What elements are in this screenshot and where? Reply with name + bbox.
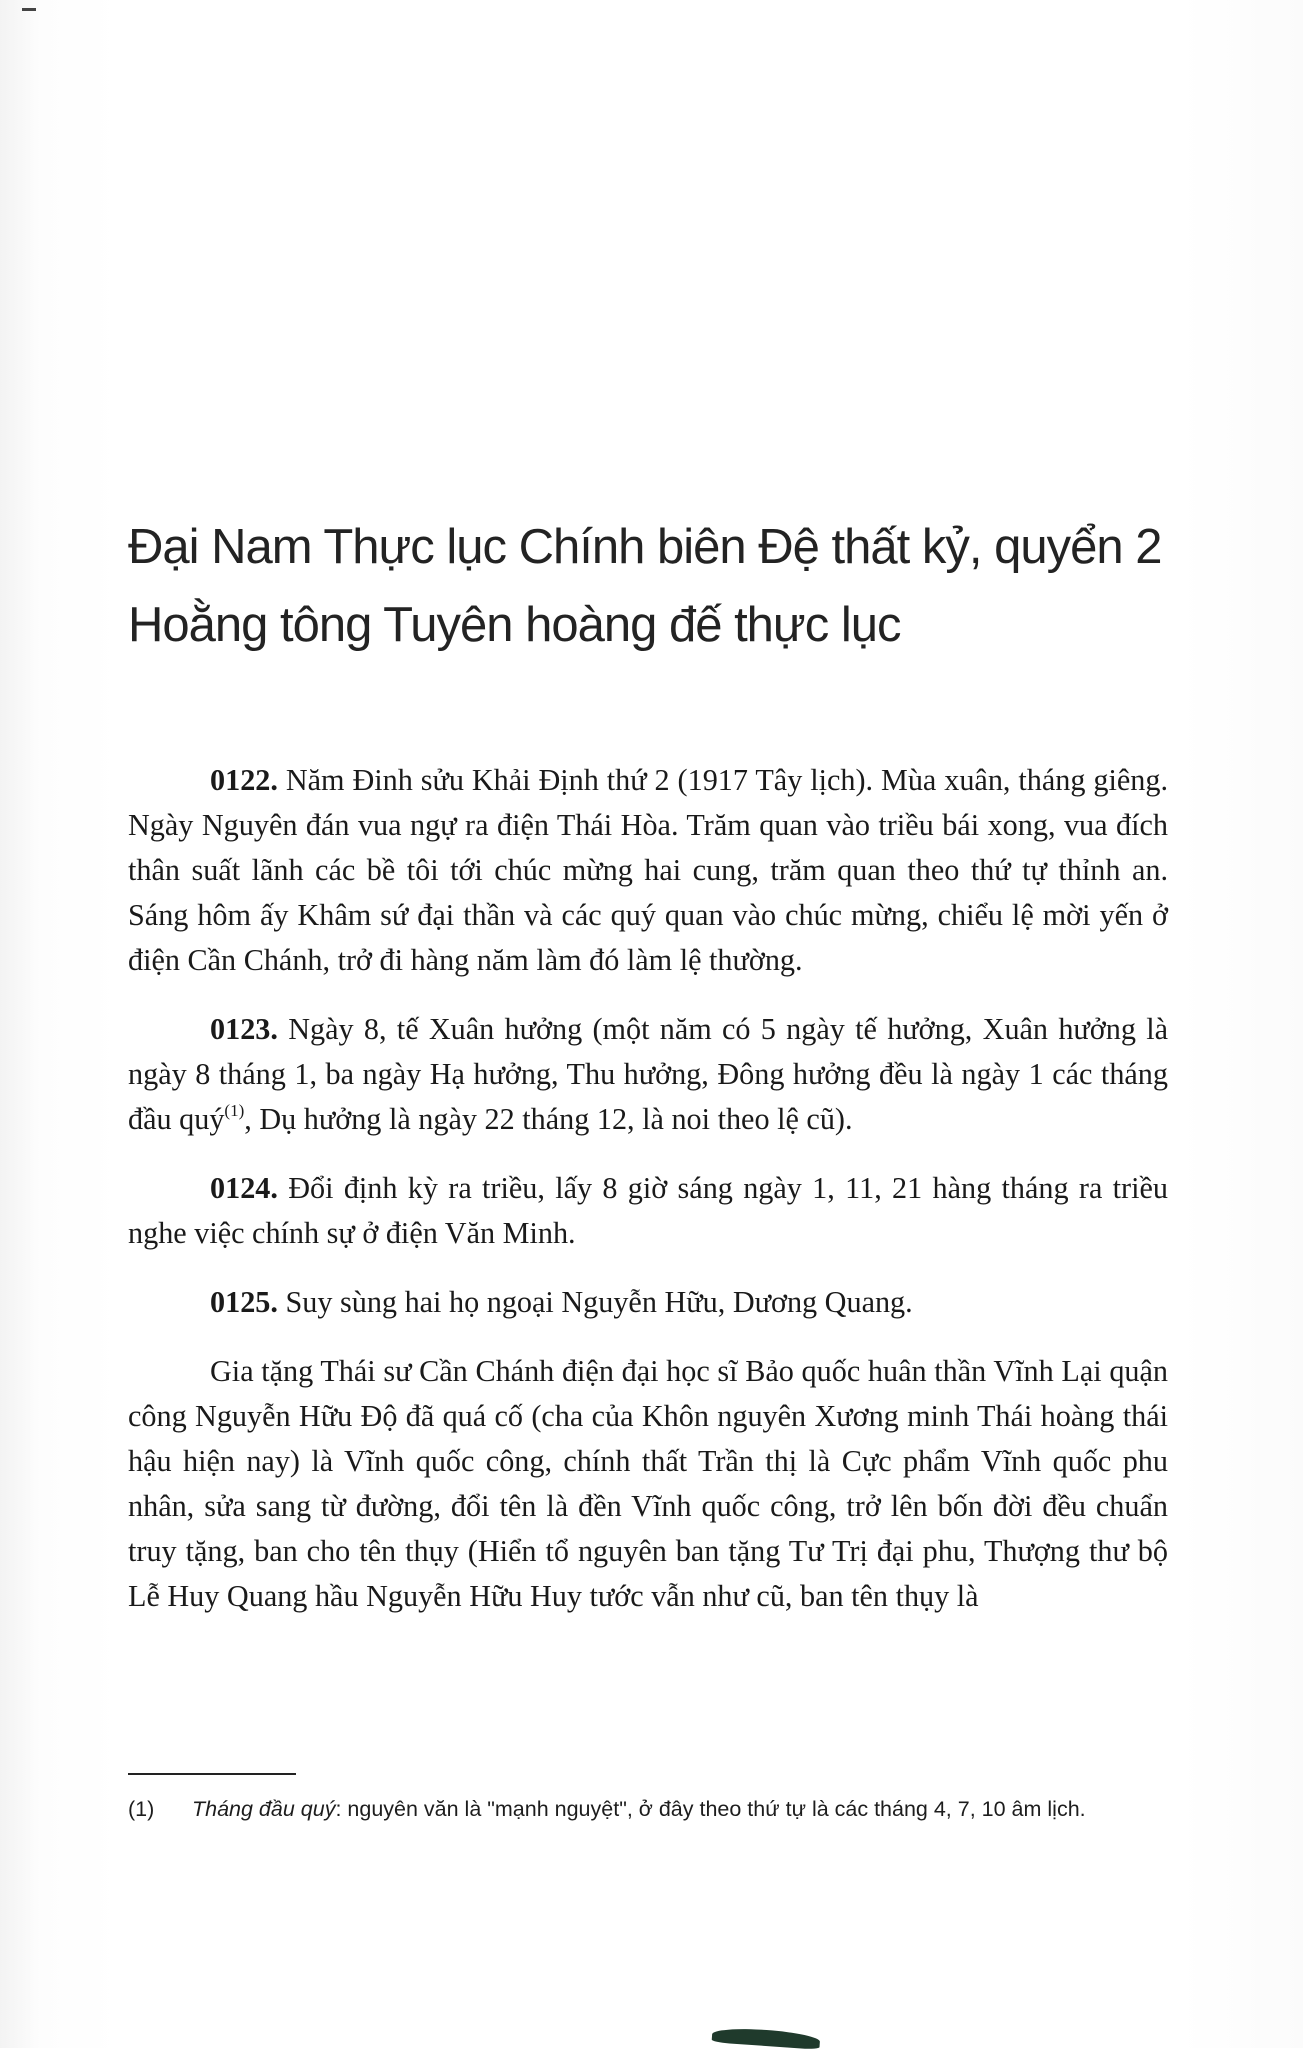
paragraph-0125 [128,1280,1168,1325]
footnote-term: Tháng đầu quý [192,1797,336,1821]
footnote-text: : nguyên văn là "mạnh nguyệt", ở đây theo thứ tự là các tháng 4, 7, 10 âm lịch. [335,1797,1086,1821]
heading-line-2: Hoằng tông Tuyên hoàng đế thực lục [128,598,901,652]
heading-line-1: Đại Nam Thực lục Chính biên Đệ thất kỷ, quyển 2 [128,520,1162,574]
paragraph-number: 0124. [210,1171,278,1205]
paragraph-text: Suy sùng hai họ ngoại Nguyễn Hữu, Dương Quang. [277,1285,913,1319]
paragraph-0124 [128,1166,1168,1256]
chapter-heading [128,508,1188,664]
footnote-marker: (1) [128,1797,155,1821]
scan-mark [22,8,36,11]
footnote-divider [128,1773,296,1775]
paragraph-text: Đổi định kỳ ra triều, lấy 8 giờ sáng ngày 1, 11, 21 hàng tháng ra triều nghe việc chính sự ở điện Văn Minh. [128,1171,1168,1250]
paragraph-text-continued: , Dụ hưởng là ngày 22 tháng 12, là noi theo lệ cũ). [244,1102,853,1136]
paragraph-text: Năm Đinh sửu Khải Định thứ 2 (1917 Tây lịch). Mùa xuân, tháng giêng. Ngày Nguyên đán vua ngự ra điện Thái Hòa. Trăm quan vào triều bái xong, vua đích thân suất lãnh các bề tôi tới chúc mừng hai cung, trăm quan theo thứ tự thỉnh an. Sáng hôm ấy Khâm sứ đại thần và các quý quan vào chúc mừng, chiểu lệ mời yến ở điện Cần Chánh, trở đi hàng năm làm đó làm lệ thường. [128,763,1168,977]
paragraph-text: Ngày 8, tế Xuân hưởng (một năm có 5 ngày tế hưởng, Xuân hưởng là ngày 8 tháng 1, ba ngày Hạ hưởng, Thu hưởng, Đông hưởng đều là ngày 1 các tháng đầu quý [128,1012,1168,1136]
footnote-body [192,1792,1168,1826]
paragraph-number: 0123. [210,1012,278,1046]
paragraph-text: Gia tặng Thái sư Cần Chánh điện đại học sĩ Bảo quốc huân thần Vĩnh Lại quận công Nguyễn Hữu Độ đã quá cố (cha của Khôn nguyên Xương minh Thái hoàng thái hậu hiện nay) là Vĩnh quốc công, chính thất Trần thị là Cực phẩm Vĩnh quốc phu nhân, sửa sang từ đường, đổi tên là đền Vĩnh quốc công, trở lên bốn đời đều chuẩn truy tặng, ban cho tên thụy (Hiển tổ nguyên ban tặng Tư Trị đại phu, Thượng thư bộ Lễ Huy Quang hầu Nguyễn Hữu Huy tước vẫn như cũ, ban tên thụy là [128,1354,1168,1613]
paragraph-number: 0125. [210,1285,278,1319]
footnote-reference[interactable]: (1) [224,1101,245,1120]
body-text [128,758,1168,1619]
paragraph-number: 0122. [210,763,278,797]
paragraph-0123 [128,1007,1168,1142]
paragraph-0122 [128,758,1168,983]
footnote [128,1792,1168,1826]
paragraph-continuation [128,1349,1168,1619]
